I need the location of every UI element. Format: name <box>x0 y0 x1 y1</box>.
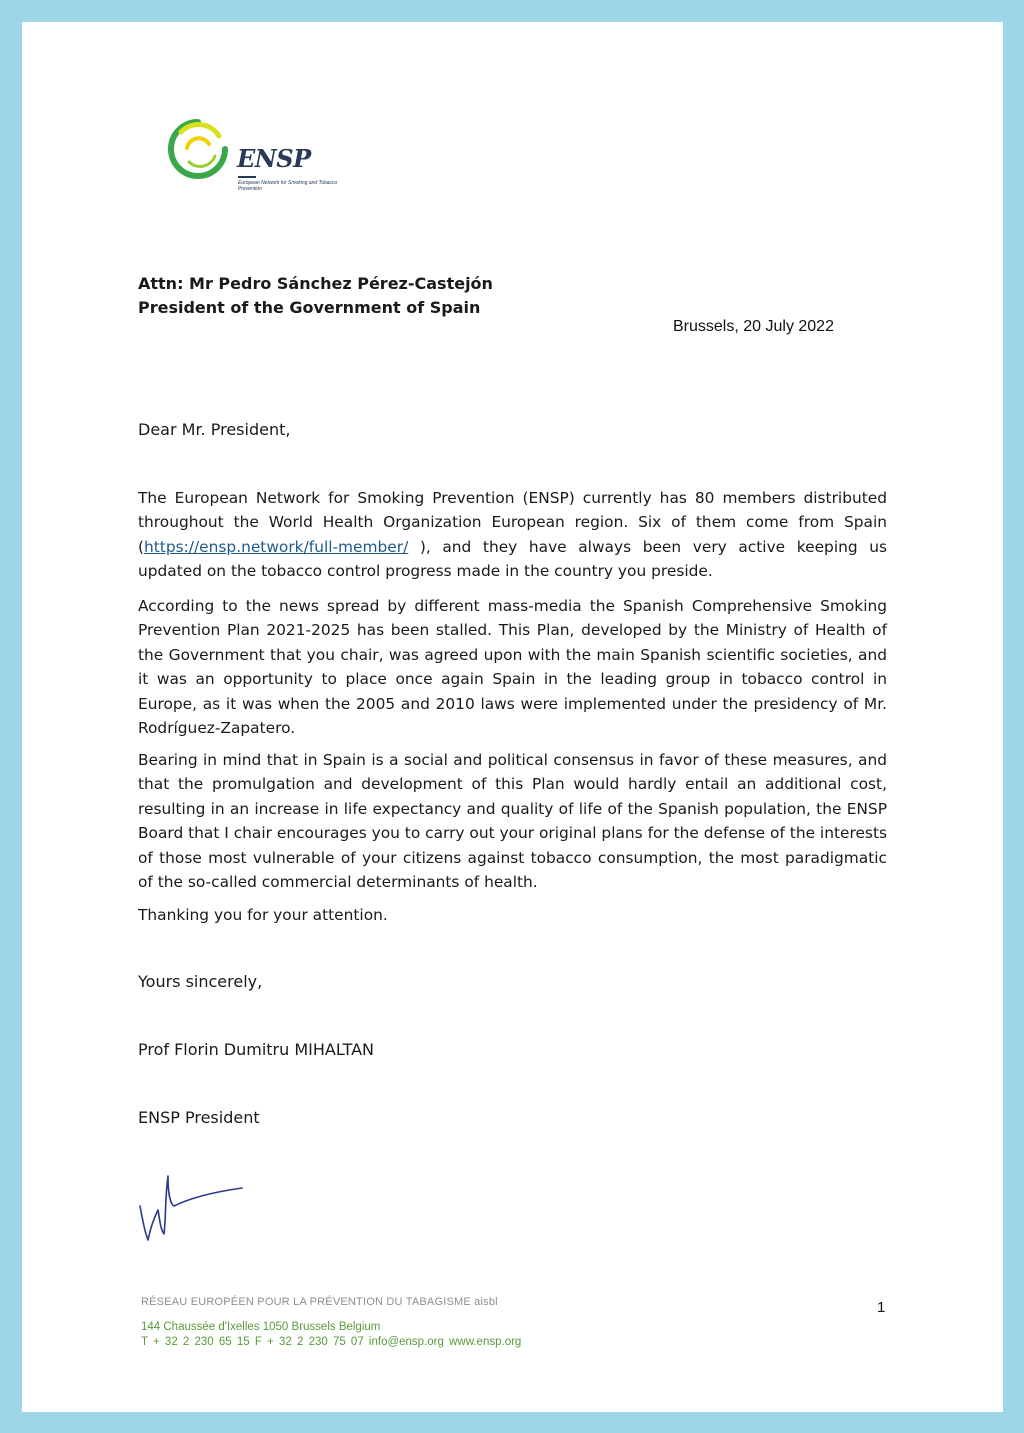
paragraph-1 <box>138 486 887 584</box>
members-link[interactable]: https://ensp.network/full-member/ <box>144 537 409 556</box>
salutation: Dear Mr. President, <box>138 420 291 439</box>
paragraph-3: Bearing in mind that in Spain is a social and political consensus in favor of these measures, and that the promulgation and development of this Plan would hardly entail an additional cost, resulting in an increase in life expectancy and quality of life of the Spanish population, the ENSP Board that I chair encourages you to carry out your original plans for the defense of the interests of those most vulnerable of your citizens against tobacco consumption, the most paradigmatic of the so-called commercial determinants of health. <box>138 751 887 892</box>
signatory-role: ENSP President <box>138 1108 260 1127</box>
paragraph-4: Thanking you for your attention. <box>138 906 388 924</box>
paragraph-1-start: The European Network for Smoking Prevention (ENSP) currently has 80 members distributed throughout the World Health Organization European region. Six of them come from Spain ( <box>138 489 887 556</box>
footer-organization: RÉSEAU EUROPÉEN POUR LA PRÉVENTION DU TABAGISME aisbl <box>141 1296 498 1308</box>
logo-subtitle: European Network for Smoking and Tobacco Prevention <box>238 180 338 192</box>
signatory-name: Prof Florin Dumitru MIHALTAN <box>138 1040 375 1059</box>
letter-page <box>22 22 1003 1412</box>
recipient-title: President of the Government of Spain <box>138 298 481 317</box>
sign-off: Yours sincerely, <box>138 972 263 991</box>
letter-date: Brussels, 20 July 2022 <box>673 318 834 335</box>
paragraph-2: According to the news spread by different mass-media the Spanish Comprehensive Smoking Prevention Plan 2021-2025 has been stalled. This Plan, developed by the Ministry of Health of the Government that you chair, was agreed upon with the main Spanish scientific societies, and it was an opportunity to place once again Spain in the leading group in tobacco control in Europe, as it was when the 2005 and 2010 laws were implemented under the presidency of Mr. Rodríguez-Zapatero. <box>138 597 887 738</box>
page-number: 1 <box>877 1299 886 1316</box>
recipient-block <box>138 272 493 320</box>
logo-wordmark: ENSP <box>237 144 311 173</box>
handwritten-signature <box>134 1168 254 1248</box>
footer-address: 144 Chaussée d'Ixelles 1050 Brussels Belgium <box>141 1321 381 1333</box>
attn-line: Attn: Mr Pedro Sánchez Pérez-Castejón <box>138 274 493 293</box>
paragraph-1-end: ), and they have always been very active keeping us updated on the tobacco control progress made in the country you preside. <box>138 537 887 581</box>
ensp-ring-logo-icon <box>167 118 229 180</box>
footer-contact: T + 32 2 230 65 15 F + 32 2 230 75 07 info@ensp.org www.ensp.org <box>141 1336 522 1348</box>
logo-underline <box>238 176 256 178</box>
